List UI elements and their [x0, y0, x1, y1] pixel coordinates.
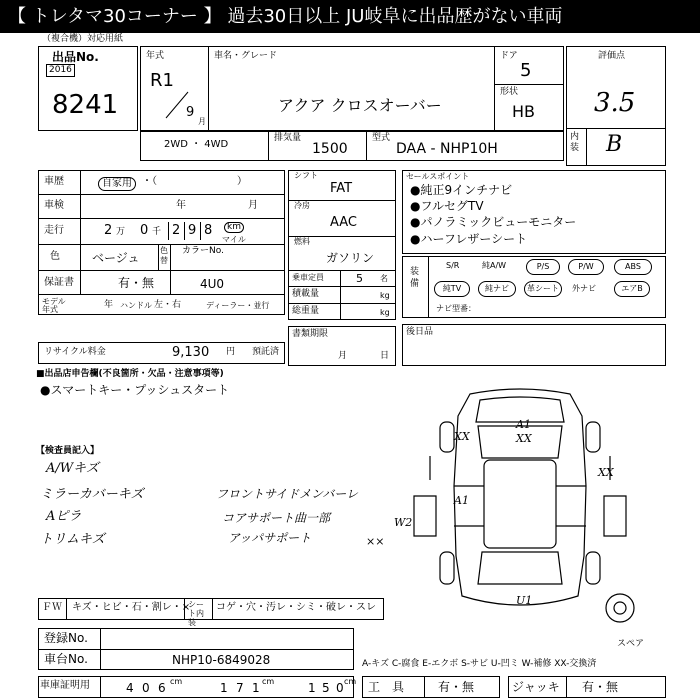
cert-d6: 1	[252, 681, 260, 695]
inspector-label: 【検査員記入】	[36, 446, 100, 456]
equipment-label: 装備	[410, 267, 420, 289]
inspector-note-right-1: フロントサイドメンバーレ	[216, 487, 358, 501]
cert-d8: 5	[322, 681, 330, 695]
ac-label: 冷房	[294, 201, 310, 210]
mileage-unit-km: km	[224, 222, 244, 233]
chassis-value: NHP10-6849028	[172, 653, 271, 667]
doors-label: ドア	[500, 51, 518, 61]
equip-navi: 純ナビ	[478, 281, 516, 297]
mileage-label: 走行	[44, 225, 64, 236]
color-no-label: カラーNo.	[182, 246, 224, 256]
score-value: 3.5	[594, 88, 636, 118]
inspector-note-left-1: A/Wキズ	[46, 461, 99, 476]
diagram-mark-5: W2	[394, 516, 413, 529]
shape-value: HB	[512, 102, 536, 121]
gross-label: 総重量	[292, 306, 320, 316]
history-value: 自家用	[98, 177, 136, 191]
tools-label: 工 具	[368, 680, 405, 694]
drive-value: 2WD ・ 4WD	[164, 139, 229, 150]
sales-point-3: ●パノラミックビューモニター	[410, 215, 577, 229]
cert-d5: 7	[236, 681, 244, 695]
mileage-d3: 9	[188, 223, 197, 238]
year-month: 9	[186, 105, 195, 120]
seller-notes-value: ●スマートキー・プッシュスタート	[40, 383, 230, 397]
doors-value: 5	[520, 60, 532, 81]
history-rest: ・（ ）	[142, 176, 247, 187]
sales-point-4: ●ハーフレザーシート	[410, 232, 528, 246]
equip-ps: P/S	[526, 259, 560, 275]
mileage-d4: 8	[204, 223, 213, 238]
equip-leather: 革シート	[524, 281, 562, 297]
diagram-mark-3: XX	[454, 430, 470, 443]
car-damage-diagram	[394, 386, 640, 626]
model-code-label: 型式	[372, 133, 391, 143]
model-year-label: モデル年式	[42, 297, 66, 314]
cert-unit-2: cm	[262, 677, 275, 686]
capacity-label: 乗車定員	[292, 273, 324, 282]
model-year-year: 年	[104, 300, 114, 310]
later-note-box	[402, 324, 666, 366]
shift-value: FAT	[330, 181, 353, 196]
seat-value: コゲ・穴・汚レ・シミ・破レ・スレ	[216, 602, 376, 613]
recycle-value: 9,130	[172, 345, 210, 360]
color-value: ベージュ	[92, 251, 140, 265]
recycle-label: リサイクル料金	[44, 347, 106, 357]
cert-d9: 0	[336, 681, 344, 695]
year-era: R1	[150, 70, 174, 91]
fuel-value: ガソリン	[326, 251, 375, 265]
inspector-note-right-2: コアサポート曲一部	[222, 511, 331, 525]
shape-label: 形状	[500, 87, 519, 97]
diagram-mark-2: XX	[516, 432, 532, 445]
cert-d1: 4	[126, 681, 134, 695]
fuel-label: 燃料	[294, 237, 310, 246]
shift-label: シフト	[294, 171, 318, 180]
sales-point-2: ●フルセグTV	[410, 199, 484, 213]
warranty-value: 有・無	[118, 276, 155, 290]
recycle-unit: 円	[226, 347, 236, 357]
mileage-man-unit: 万	[116, 227, 126, 237]
sales-points-label: セールスポイント	[406, 172, 470, 181]
banner-title: 【 トレタマ30コーナー 】 過去30日以上 JU岐阜に出品歴がない車両	[0, 0, 700, 33]
cert-unit-1: cm	[170, 677, 183, 686]
cert-d4: 1	[220, 681, 228, 695]
mileage-man: 2	[104, 223, 113, 238]
color-change: 色替	[160, 246, 168, 265]
inspector-note-left-2: ミラーカバーキズ	[40, 487, 144, 502]
equip-pw: P/W	[568, 259, 604, 275]
inspection-month: 月	[248, 200, 258, 211]
displacement-label: 排気量	[274, 133, 302, 143]
ac-value: AAC	[330, 215, 357, 230]
color-label: 色	[50, 251, 60, 262]
cert-d7: 1	[308, 681, 316, 695]
year-label: 年式	[146, 51, 165, 61]
lot-number: 8241	[52, 90, 119, 120]
equip-sr: S/R	[446, 261, 460, 270]
displacement-value: 1500	[312, 141, 348, 157]
equip-airbag: エアB	[614, 281, 650, 297]
cert-unit-3: cm	[344, 677, 357, 686]
doc-deadline-day: 日	[380, 351, 390, 361]
capacity-unit: 名	[380, 274, 388, 283]
jack-value: 有・無	[582, 680, 619, 694]
gross-unit: kg	[380, 308, 390, 317]
equip-tv: 純TV	[434, 281, 470, 297]
model-year-handle: ハンドル	[120, 301, 152, 310]
mileage-d1: 0	[140, 223, 149, 238]
warranty-label: 保証書	[44, 277, 74, 288]
fw-value: キズ・ヒビ・石・割レ・×	[72, 602, 191, 613]
equip-navi-model: ナビ型番：	[436, 304, 476, 313]
diagram-mark-4: A1	[454, 494, 469, 507]
inspector-note-left-3: Aピラ	[46, 509, 82, 524]
spare-label: スペア	[617, 639, 645, 649]
lot-label: 出品No.	[52, 50, 99, 64]
equip-aftermarket-navi: 外ナビ	[572, 284, 596, 293]
seat-label: シート内装	[188, 600, 204, 627]
damage-legend: A-キズ C-腐食 E-エクボ S-サビ U-凹ミ W-補修 XX-交換済	[362, 659, 597, 669]
model-code-value: DAA - NHP10H	[396, 141, 498, 157]
diagram-mark-6: U1	[516, 594, 533, 607]
cert-d3: 6	[158, 681, 166, 695]
diagram-mark-7: XX	[598, 466, 614, 479]
sales-point-1: ●純正9インチナビ	[410, 183, 513, 197]
mileage-thousand-unit: 千	[152, 227, 162, 237]
doc-deadline-month: 月	[338, 351, 348, 361]
seller-notes-label: ■出品店申告欄(不良箇所・欠品・注意事項等)	[36, 369, 224, 379]
model-name: アクア クロスオーバー	[278, 96, 442, 115]
inspection-label: 車検	[44, 200, 64, 211]
lot-year-tag: 2016	[46, 64, 75, 77]
tools-value: 有・無	[438, 680, 475, 694]
capacity-value: 5	[356, 272, 363, 285]
inspector-note-right-3: アッパサポート	[228, 531, 312, 545]
diagram-mark-1: A1	[516, 418, 531, 431]
jack-label: ジャッキ	[512, 680, 560, 694]
history-label: 車歴	[44, 176, 64, 187]
mileage-unit-mile: マイル	[222, 235, 246, 244]
cert-label: 車庫証明用	[40, 680, 90, 691]
registration-label: 登録No.	[44, 631, 88, 645]
model-label: 車名・グレード	[214, 51, 278, 61]
year-month-unit: 月	[198, 117, 206, 126]
equip-alloy: 純A/W	[482, 261, 507, 270]
interior-label: 内装	[570, 132, 580, 153]
recycle-status: 預託済	[252, 347, 280, 357]
load-label: 積載量	[292, 289, 320, 299]
color-no: 4U0	[200, 277, 225, 291]
sub-note: （複合機）対応用紙	[42, 34, 124, 44]
equip-abs: ABS	[614, 259, 652, 275]
mileage-d2: 2	[172, 223, 181, 238]
score-label: 評価点	[598, 51, 626, 61]
load-unit: kg	[380, 291, 390, 300]
model-year-lr: 左・右	[154, 300, 182, 310]
fw-label: ＦＷ	[42, 602, 62, 613]
chassis-label: 車台No.	[44, 652, 88, 666]
inspector-note-xx: ××	[366, 535, 385, 548]
inspection-year: 年	[176, 200, 186, 211]
inspector-note-left-4: トリムキズ	[40, 532, 105, 547]
interior-value: B	[606, 132, 623, 157]
doc-deadline-label: 書類期限	[292, 329, 329, 339]
cert-d2: 0	[142, 681, 150, 695]
model-year-dealer: ディーラー・並行	[206, 301, 270, 310]
later-note-label: 後日品	[406, 327, 434, 337]
